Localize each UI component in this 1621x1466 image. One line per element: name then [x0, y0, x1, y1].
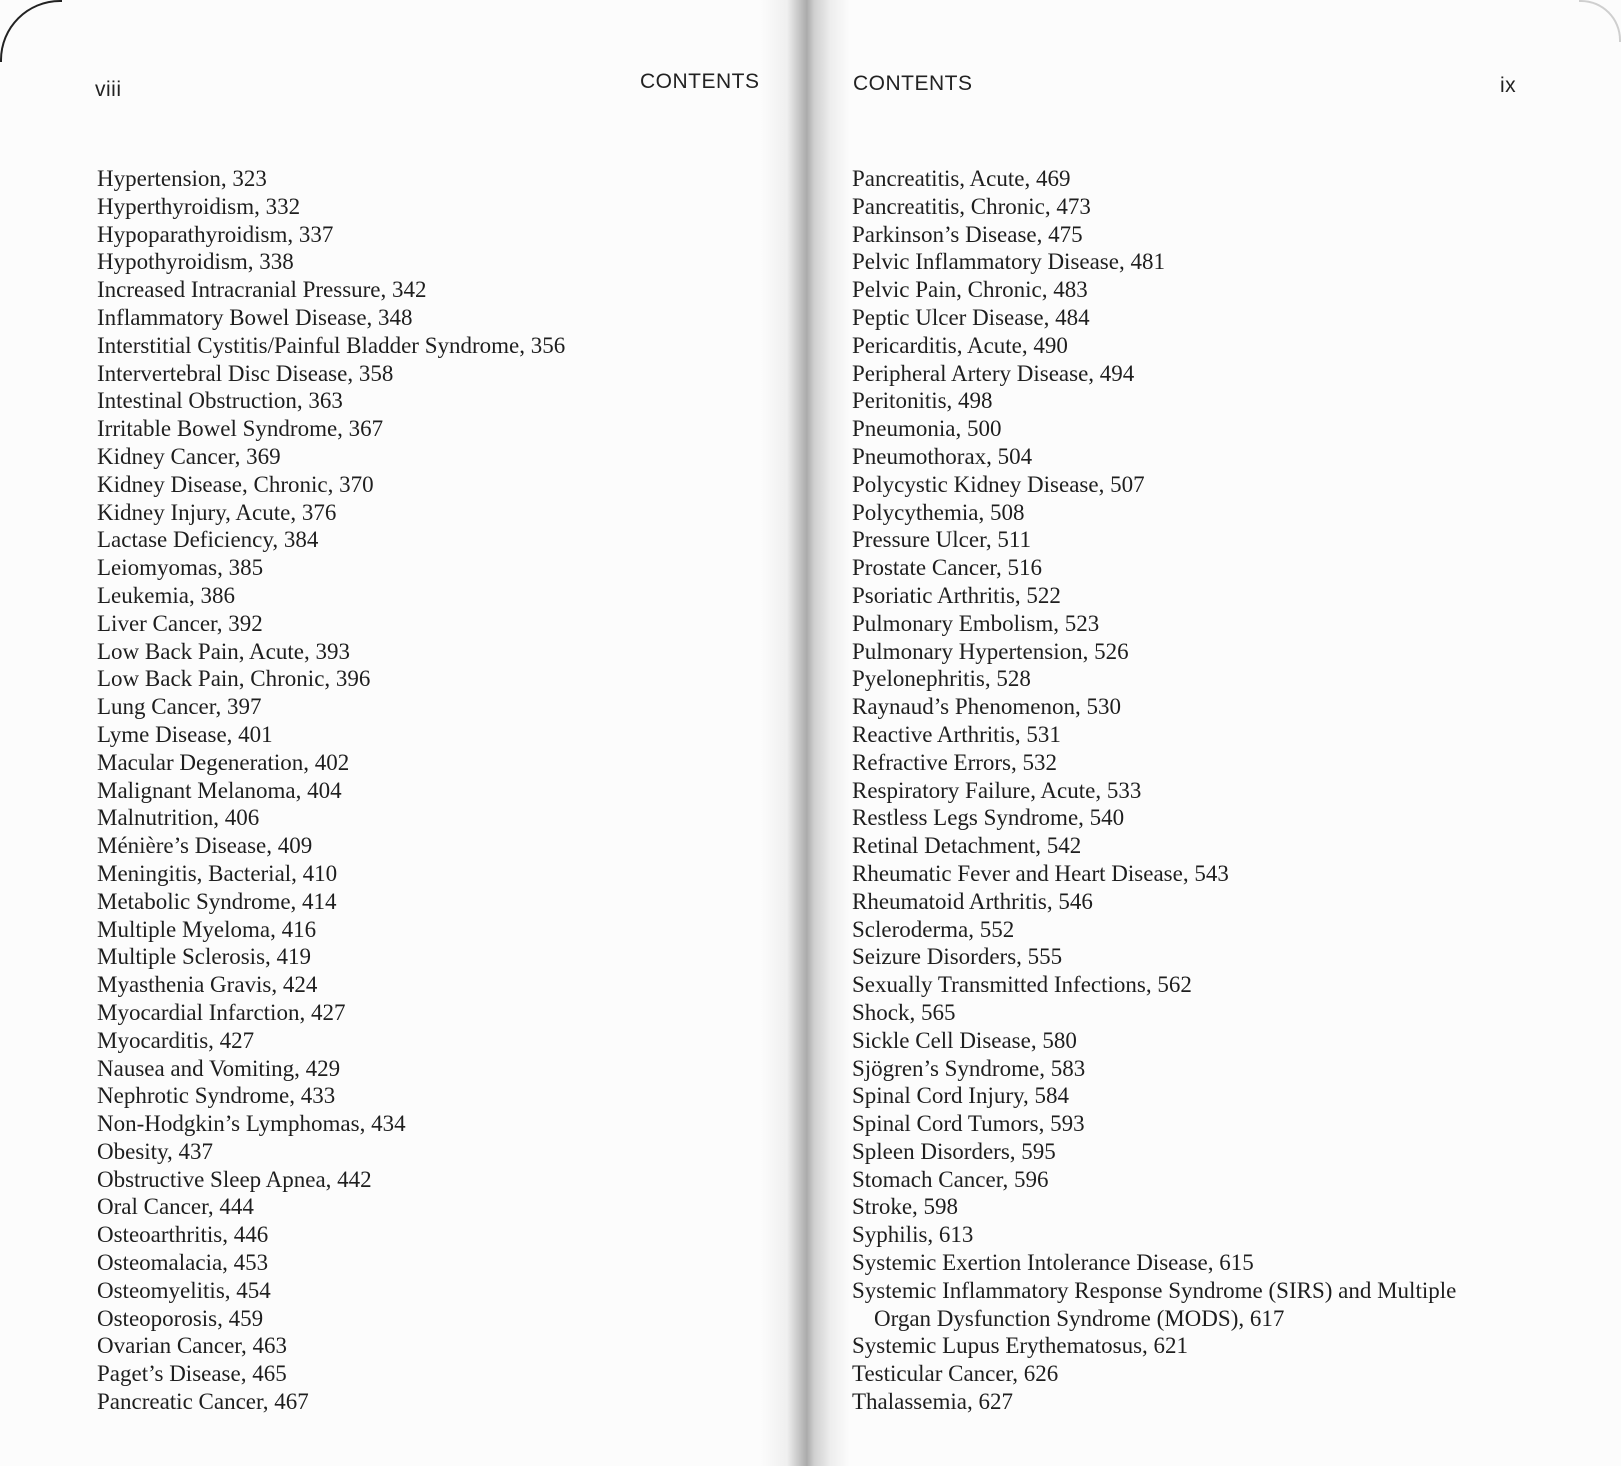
contents-entry: Spinal Cord Tumors, 593 [852, 1111, 1085, 1137]
contents-entry: Intestinal Obstruction, 363 [97, 388, 343, 414]
contents-entry: Pneumothorax, 504 [852, 443, 1033, 469]
contents-entry: Oral Cancer, 444 [97, 1194, 254, 1220]
contents-entry: Leukemia, 386 [97, 582, 235, 608]
contents-entry: Osteomyelitis, 454 [97, 1277, 271, 1303]
contents-entry: Low Back Pain, Acute, 393 [97, 638, 350, 664]
contents-entry: Pressure Ulcer, 511 [852, 527, 1031, 553]
contents-entry: Spleen Disorders, 595 [852, 1138, 1056, 1164]
right-entry-list [852, 165, 1456, 1416]
contents-entry: Restless Legs Syndrome, 540 [852, 805, 1125, 831]
contents-entry: Multiple Sclerosis, 419 [97, 944, 312, 970]
contents-entry: Sexually Transmitted Infections, 562 [852, 972, 1192, 998]
contents-entry: Irritable Bowel Syndrome, 367 [97, 416, 384, 442]
contents-entry: Sickle Cell Disease, 580 [852, 1027, 1077, 1053]
contents-entry: Pyelonephritis, 528 [852, 666, 1031, 692]
contents-entry: Liver Cancer, 392 [97, 610, 263, 636]
contents-entry: Inflammatory Bowel Disease, 348 [97, 304, 413, 330]
left-running-head: CONTENTS [640, 70, 760, 93]
contents-entry: Osteoarthritis, 446 [97, 1222, 269, 1248]
contents-entry: Hyperthyroidism, 332 [97, 193, 301, 219]
contents-entry: Myasthenia Gravis, 424 [97, 972, 318, 998]
left-folio: viii [95, 78, 122, 101]
contents-entry: Myocarditis, 427 [97, 1027, 255, 1053]
contents-entry: Prostate Cancer, 516 [852, 555, 1043, 581]
contents-entry: Respiratory Failure, Acute, 533 [852, 777, 1142, 803]
contents-entry: Pulmonary Embolism, 523 [852, 610, 1100, 636]
contents-entry: Organ Dysfunction Syndrome (MODS), 617 [874, 1305, 1285, 1331]
contents-entry: Intervertebral Disc Disease, 358 [97, 360, 394, 386]
contents-entry: Polycythemia, 508 [852, 499, 1025, 525]
contents-entry: Increased Intracranial Pressure, 342 [97, 277, 427, 303]
contents-entry: Low Back Pain, Chronic, 396 [97, 666, 371, 692]
contents-entry: Kidney Disease, Chronic, 370 [97, 471, 374, 497]
contents-entry: Pancreatic Cancer, 467 [97, 1389, 309, 1415]
contents-entry: Myocardial Infarction, 427 [97, 999, 346, 1025]
contents-entry: Multiple Myeloma, 416 [97, 916, 317, 942]
binding-gutter-shadow [760, 0, 850, 1466]
contents-entry: Retinal Detachment, 542 [852, 833, 1082, 859]
contents-entry: Spinal Cord Injury, 584 [852, 1083, 1069, 1109]
contents-entry: Pulmonary Hypertension, 526 [852, 638, 1129, 664]
contents-entry: Non-Hodgkin’s Lymphomas, 434 [97, 1111, 406, 1137]
contents-entry: Reactive Arthritis, 531 [852, 721, 1061, 747]
contents-entry: Lactase Deficiency, 384 [97, 527, 319, 553]
contents-entry: Interstitial Cystitis/Painful Bladder Syndrome, 356 [97, 332, 566, 358]
contents-entry: Thalassemia, 627 [852, 1389, 1013, 1415]
contents-entry: Nausea and Vomiting, 429 [97, 1055, 341, 1081]
contents-entry: Systemic Lupus Erythematosus, 621 [852, 1333, 1189, 1359]
contents-entry: Raynaud’s Phenomenon, 530 [852, 694, 1121, 720]
contents-entry: Rheumatic Fever and Heart Disease, 543 [852, 860, 1229, 886]
contents-entry: Hypertension, 323 [97, 166, 267, 191]
contents-entry: Hypothyroidism, 338 [97, 249, 294, 275]
contents-entry: Shock, 565 [852, 999, 956, 1025]
contents-entry: Scleroderma, 552 [852, 916, 1015, 942]
left-entry-list [97, 165, 565, 1416]
contents-entry: Obesity, 437 [97, 1138, 214, 1164]
contents-entry: Stroke, 598 [852, 1194, 959, 1220]
right-running-head: CONTENTS [853, 72, 973, 95]
contents-entry: Refractive Errors, 532 [852, 749, 1058, 775]
right-folio: ix [1500, 74, 1517, 97]
contents-entry: Obstructive Sleep Apnea, 442 [97, 1166, 372, 1192]
contents-entry: Osteoporosis, 459 [97, 1305, 264, 1331]
contents-entry: Testicular Cancer, 626 [852, 1361, 1059, 1387]
contents-entry: Systemic Inflammatory Response Syndrome (SIRS) and Multiple [852, 1277, 1457, 1303]
contents-entry: Polycystic Kidney Disease, 507 [852, 471, 1145, 497]
contents-entry: Nephrotic Syndrome, 433 [97, 1083, 336, 1109]
contents-entry: Kidney Injury, Acute, 376 [97, 499, 337, 525]
contents-entry: Lyme Disease, 401 [97, 721, 273, 747]
contents-entry: Kidney Cancer, 369 [97, 443, 281, 469]
contents-entry: Malnutrition, 406 [97, 805, 260, 831]
contents-entry: Hypoparathyroidism, 337 [97, 221, 334, 247]
contents-entry: Peritonitis, 498 [852, 388, 993, 414]
contents-entry: Parkinson’s Disease, 475 [852, 221, 1083, 247]
contents-entry: Leiomyomas, 385 [97, 555, 264, 581]
left-page [0, 0, 800, 1466]
contents-entry: Macular Degeneration, 402 [97, 749, 350, 775]
contents-entry: Malignant Melanoma, 404 [97, 777, 342, 803]
contents-entry: Syphilis, 613 [852, 1222, 974, 1248]
contents-entry: Pelvic Pain, Chronic, 483 [852, 277, 1088, 303]
contents-entry: Paget’s Disease, 465 [97, 1361, 287, 1387]
contents-entry: Peripheral Artery Disease, 494 [852, 360, 1135, 386]
contents-entry: Seizure Disorders, 555 [852, 944, 1063, 970]
contents-entry: Pancreatitis, Chronic, 473 [852, 193, 1091, 219]
contents-entry: Systemic Exertion Intolerance Disease, 615 [852, 1250, 1254, 1276]
contents-entry: Pancreatitis, Acute, 469 [852, 166, 1071, 191]
contents-entry: Osteomalacia, 453 [97, 1250, 269, 1276]
contents-entry: Psoriatic Arthritis, 522 [852, 582, 1061, 608]
contents-entry: Pelvic Inflammatory Disease, 481 [852, 249, 1165, 275]
contents-entry: Pericarditis, Acute, 490 [852, 332, 1068, 358]
contents-entry: Ovarian Cancer, 463 [97, 1333, 288, 1359]
contents-entry: Pneumonia, 500 [852, 416, 1002, 442]
contents-entry: Metabolic Syndrome, 414 [97, 888, 337, 914]
contents-entry: Lung Cancer, 397 [97, 694, 262, 720]
contents-entry: Sjögren’s Syndrome, 583 [852, 1055, 1086, 1081]
contents-entry: Meningitis, Bacterial, 410 [97, 860, 338, 886]
contents-entry: Stomach Cancer, 596 [852, 1166, 1049, 1192]
contents-entry: Ménière’s Disease, 409 [97, 833, 313, 859]
contents-entry: Rheumatoid Arthritis, 546 [852, 888, 1093, 914]
contents-entry: Peptic Ulcer Disease, 484 [852, 304, 1090, 330]
